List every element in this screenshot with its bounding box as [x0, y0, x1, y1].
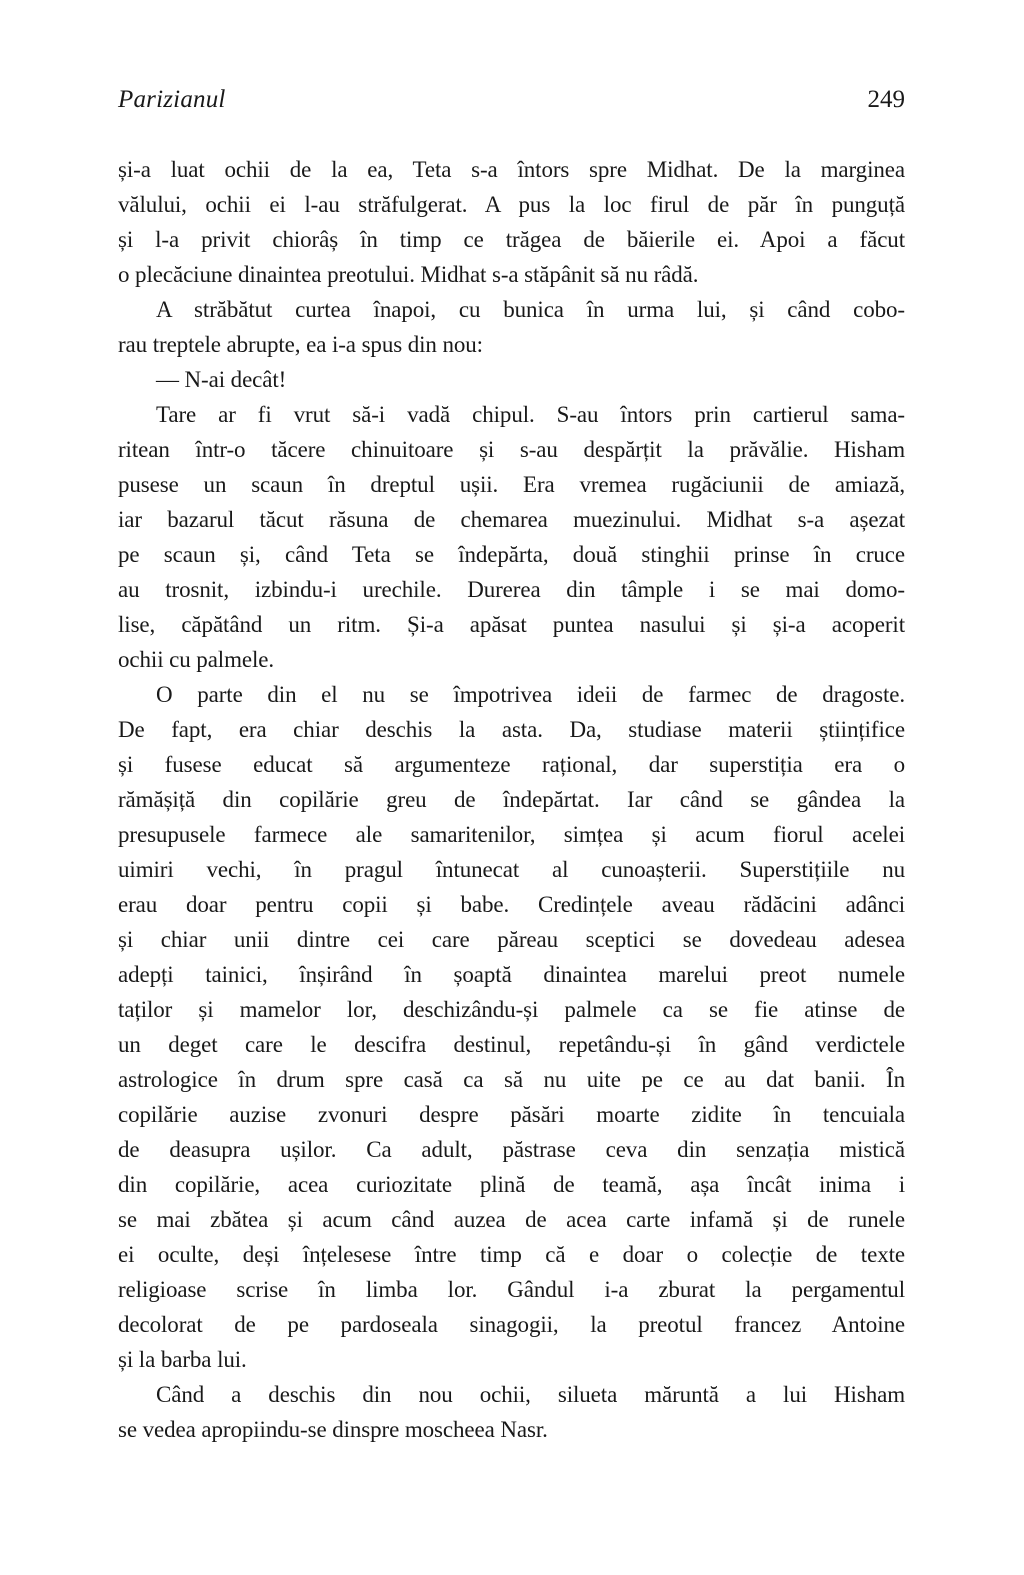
text-line: rau treptele abrupte, ea i-a spus din nou: — [118, 332, 483, 357]
text-line: și l-a privit chiorâș în timp ce trăgea de băierile ei. Apoi a făcut — [118, 227, 905, 252]
text-line: din copilărie, acea curiozitate plină de teamă, așa încât inima i — [118, 1172, 905, 1197]
text-line: adepți tainici, înșirând în șoaptă dinaintea marelui preot numele — [118, 962, 905, 987]
text-line: uimiri vechi, în pragul întunecat al cunoașterii. Superstițiile nu — [118, 857, 905, 882]
text-line: rămășiță din copilărie greu de îndepărtat. Iar când se gândea la — [118, 787, 905, 812]
text-line: și-a luat ochii de la ea, Teta s-a întors spre Midhat. De la marginea — [118, 157, 905, 182]
text-line: taților și mamelor lor, deschizându-și palmele ca se fie atinse de — [118, 997, 905, 1022]
text-line: și fusese educat să argumenteze rațional, dar superstiția era o — [118, 752, 905, 777]
text-line: o plecăciune dinaintea preotului. Midhat s-a stăpânit să nu râdă. — [118, 262, 699, 287]
text-line: se vedea apropiindu-se dinspre moscheea Nasr. — [118, 1417, 548, 1442]
text-line: astrologice în drum spre casă ca să nu uite pe ce au dat banii. În — [118, 1067, 905, 1092]
text-line: A străbătut curtea înapoi, cu bunica în urma lui, și când cobo- — [156, 297, 905, 322]
text-line: au trosnit, izbindu-i urechile. Durerea din tâmple i se mai domo- — [118, 577, 905, 602]
text-line: Tare ar fi vrut să-i vadă chipul. S-au întors prin cartierul sama- — [156, 402, 905, 427]
text-line: vălului, ochii ei l-au străfulgerat. A pus la loc firul de păr în punguță — [118, 192, 905, 217]
page-number: 249 — [867, 86, 905, 113]
text-line: și chiar unii dintre cei care păreau sceptici se dovedeau adesea — [118, 927, 905, 952]
text-line: ritean într-o tăcere chinuitoare și s-au despărțit la prăvălie. Hisham — [118, 437, 905, 462]
text-line: pusese un scaun în dreptul ușii. Era vremea rugăciunii de amiază, — [118, 472, 905, 497]
text-line: decolorat de pe pardoseala sinagogii, la preotul francez Antoine — [118, 1312, 905, 1337]
text-line: presupusele farmece ale samaritenilor, simțea și acum fiorul acelei — [118, 822, 905, 847]
text-line: lise, căpătând un ritm. Și-a apăsat puntea nasului și și-a acoperit — [118, 612, 905, 637]
text-line: ochii cu palmele. — [118, 647, 275, 672]
text-line: De fapt, era chiar deschis la asta. Da, studiase materii științifice — [118, 717, 905, 742]
text-line: și la barba lui. — [118, 1347, 247, 1372]
text-line: ei oculte, deși înțelesese între timp că e doar o colecție de texte — [118, 1242, 905, 1267]
text-line: se mai zbătea și acum când auzea de acea carte infamă și de runele — [118, 1207, 905, 1232]
text-line: O parte din el nu se împotrivea ideii de farmec de dragoste. — [156, 682, 905, 707]
text-line: pe scaun și, când Teta se îndepărta, două stinghii prinse în cruce — [118, 542, 905, 567]
text-line: copilărie auzise zvonuri despre păsări moarte zidite în tencuiala — [118, 1102, 905, 1127]
text-line: religioase scrise în limba lor. Gândul i-a zburat la pergamentul — [118, 1277, 905, 1302]
running-title: Parizianul — [118, 86, 226, 113]
text-line: un deget care le descifra destinul, repetându-și în gând verdictele — [118, 1032, 905, 1057]
text-line: de deasupra ușilor. Ca adult, păstrase ceva din senzația mistică — [118, 1137, 905, 1162]
text-line: erau doar pentru copii și babe. Credințele aveau rădăcini adânci — [118, 892, 905, 917]
page-header — [118, 86, 905, 118]
page-body — [118, 152, 905, 1447]
text-line: — N-ai decât! — [156, 367, 287, 392]
text-line: Când a deschis din nou ochii, silueta măruntă a lui Hisham — [156, 1382, 905, 1407]
text-line: iar bazarul tăcut răsuna de chemarea muezinului. Midhat s-a așezat — [118, 507, 905, 532]
